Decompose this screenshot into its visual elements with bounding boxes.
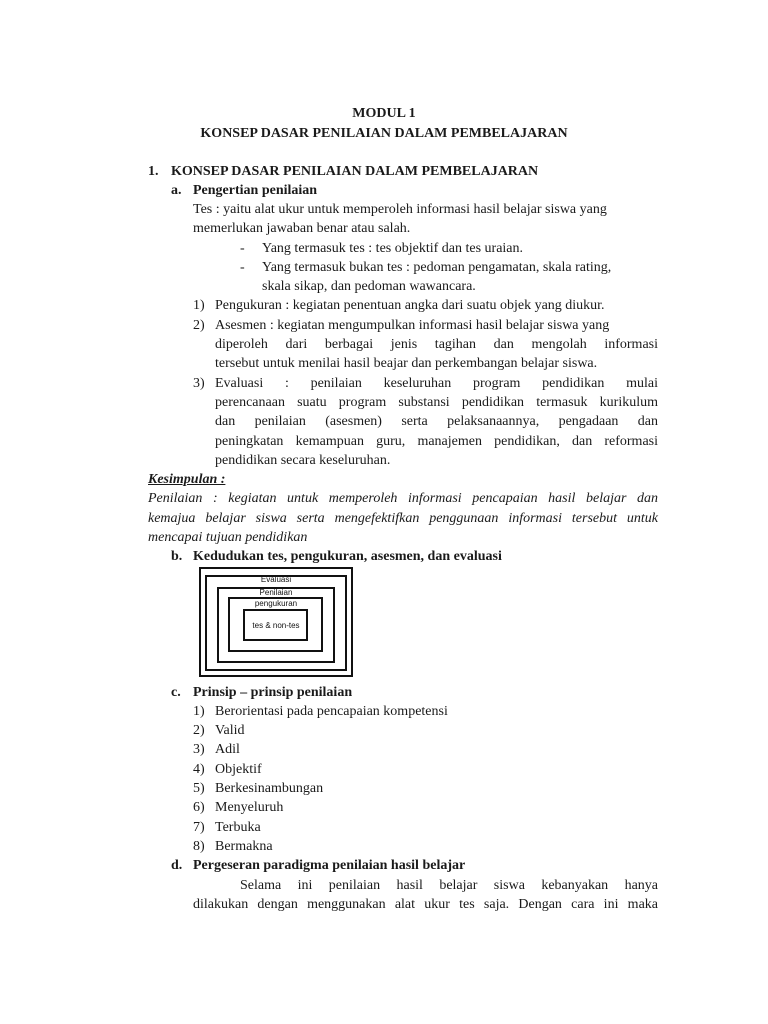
principle-item: Berorientasi pada pencapaian kompetensi <box>215 704 448 719</box>
list-number: 1) <box>193 298 205 313</box>
tes-definition-line: Tes : yaitu alat ukur untuk memperoleh informasi hasil belajar siswa yang <box>193 202 607 217</box>
sub-c-heading: Prinsip – prinsip penilaian <box>193 685 353 700</box>
module-label: MODUL 1 <box>352 106 416 121</box>
principle-item: Valid <box>215 723 245 738</box>
penilaian-label: Penilaian <box>259 588 293 597</box>
principle-item: Berkesinambungan <box>215 781 324 796</box>
sub-a-heading: Pengertian penilaian <box>193 183 318 198</box>
paragraph-line: dilakukan dengan menggunakan alat ukur tes saja. Dengan cara ini maka <box>193 897 658 912</box>
conclusion-label: Kesimpulan : <box>148 472 226 487</box>
pengukuran-label: pengukuran <box>254 599 298 608</box>
principle-number: 1) <box>193 704 205 719</box>
conclusion-text: Penilaian : kegiatan untuk memperoleh informasi pencapaian hasil belajar dan <box>148 491 658 506</box>
sub-d-letter: d. <box>171 858 183 873</box>
dash-item-cont: skala sikap, dan pedoman wawancara. <box>262 279 476 294</box>
conclusion-text: mencapai tujuan pendidikan <box>148 530 308 545</box>
principle-number: 3) <box>193 742 205 757</box>
principle-item: Menyeluruh <box>215 800 284 815</box>
principle-item: Adil <box>215 742 240 757</box>
tes-definition-line: memerlukan jawaban benar atau salah. <box>193 221 411 236</box>
list-item-cont: diperoleh dari berbagai jenis tagihan dan mengolah informasi <box>215 337 658 352</box>
dash-item: Yang termasuk bukan tes : pedoman pengamatan, skala rating, <box>262 260 612 275</box>
list-item: Pengukuran : kegiatan penentuan angka dari suatu objek yang diukur. <box>215 298 605 313</box>
principle-number: 2) <box>193 723 205 738</box>
list-item-cont: peningkatan kemampuan guru, manajemen pendidikan, dan reformasi <box>215 434 658 449</box>
dash-bullet: - <box>240 241 245 256</box>
sub-a-letter: a. <box>171 183 182 198</box>
sub-b-heading: Kedudukan tes, pengukuran, asesmen, dan evaluasi <box>193 549 502 564</box>
sub-c-letter: c. <box>171 685 181 700</box>
principle-number: 7) <box>193 820 205 835</box>
list-item-cont: tersebut untuk menilai hasil beajar dan perkembangan belajar siswa. <box>215 356 598 371</box>
list-item-cont: dan penilaian (asesmen) serta pelaksanaannya, pengadaan dan <box>215 414 658 429</box>
evaluasi-label: Evaluasi <box>260 575 292 584</box>
section-number: 1. <box>148 164 159 179</box>
sub-b-letter: b. <box>171 549 183 564</box>
list-number: 2) <box>193 318 205 333</box>
principle-item: Objektif <box>215 762 262 777</box>
principle-number: 8) <box>193 839 205 854</box>
list-item: Evaluasi : penilaian keseluruhan program pendidikan mulai <box>215 376 658 391</box>
nested-concept-diagram <box>199 567 353 677</box>
sub-d-heading: Pergeseran paradigma penilaian hasil belajar <box>193 858 466 873</box>
principle-item: Terbuka <box>215 820 261 835</box>
list-item-cont: perencanaan suatu program substansi pendidikan termasuk kurikulum <box>215 395 658 410</box>
list-item-cont: pendidikan secara keseluruhan. <box>215 453 391 468</box>
principle-number: 5) <box>193 781 205 796</box>
principle-number: 6) <box>193 800 205 815</box>
section-heading: KONSEP DASAR PENILAIAN DALAM PEMBELAJARAN <box>171 164 539 179</box>
page-title: KONSEP DASAR PENILAIAN DALAM PEMBELAJARAN <box>200 126 568 141</box>
principle-item: Bermakna <box>215 839 273 854</box>
dash-bullet: - <box>240 260 245 275</box>
dash-item: Yang termasuk tes : tes objektif dan tes uraian. <box>262 241 524 256</box>
conclusion-text: kemajua belajar siswa serta mengefektifkan penggunaan informasi tersebut untuk <box>148 511 658 526</box>
principle-number: 4) <box>193 762 205 777</box>
list-number: 3) <box>193 376 205 391</box>
list-item: Asesmen : kegiatan mengumpulkan informasi hasil belajar siswa yang <box>215 318 610 333</box>
tes-label: tes & non-tes <box>252 621 300 630</box>
paragraph-line: Selama ini penilaian hasil belajar siswa kebanyakan hanya <box>240 878 658 893</box>
